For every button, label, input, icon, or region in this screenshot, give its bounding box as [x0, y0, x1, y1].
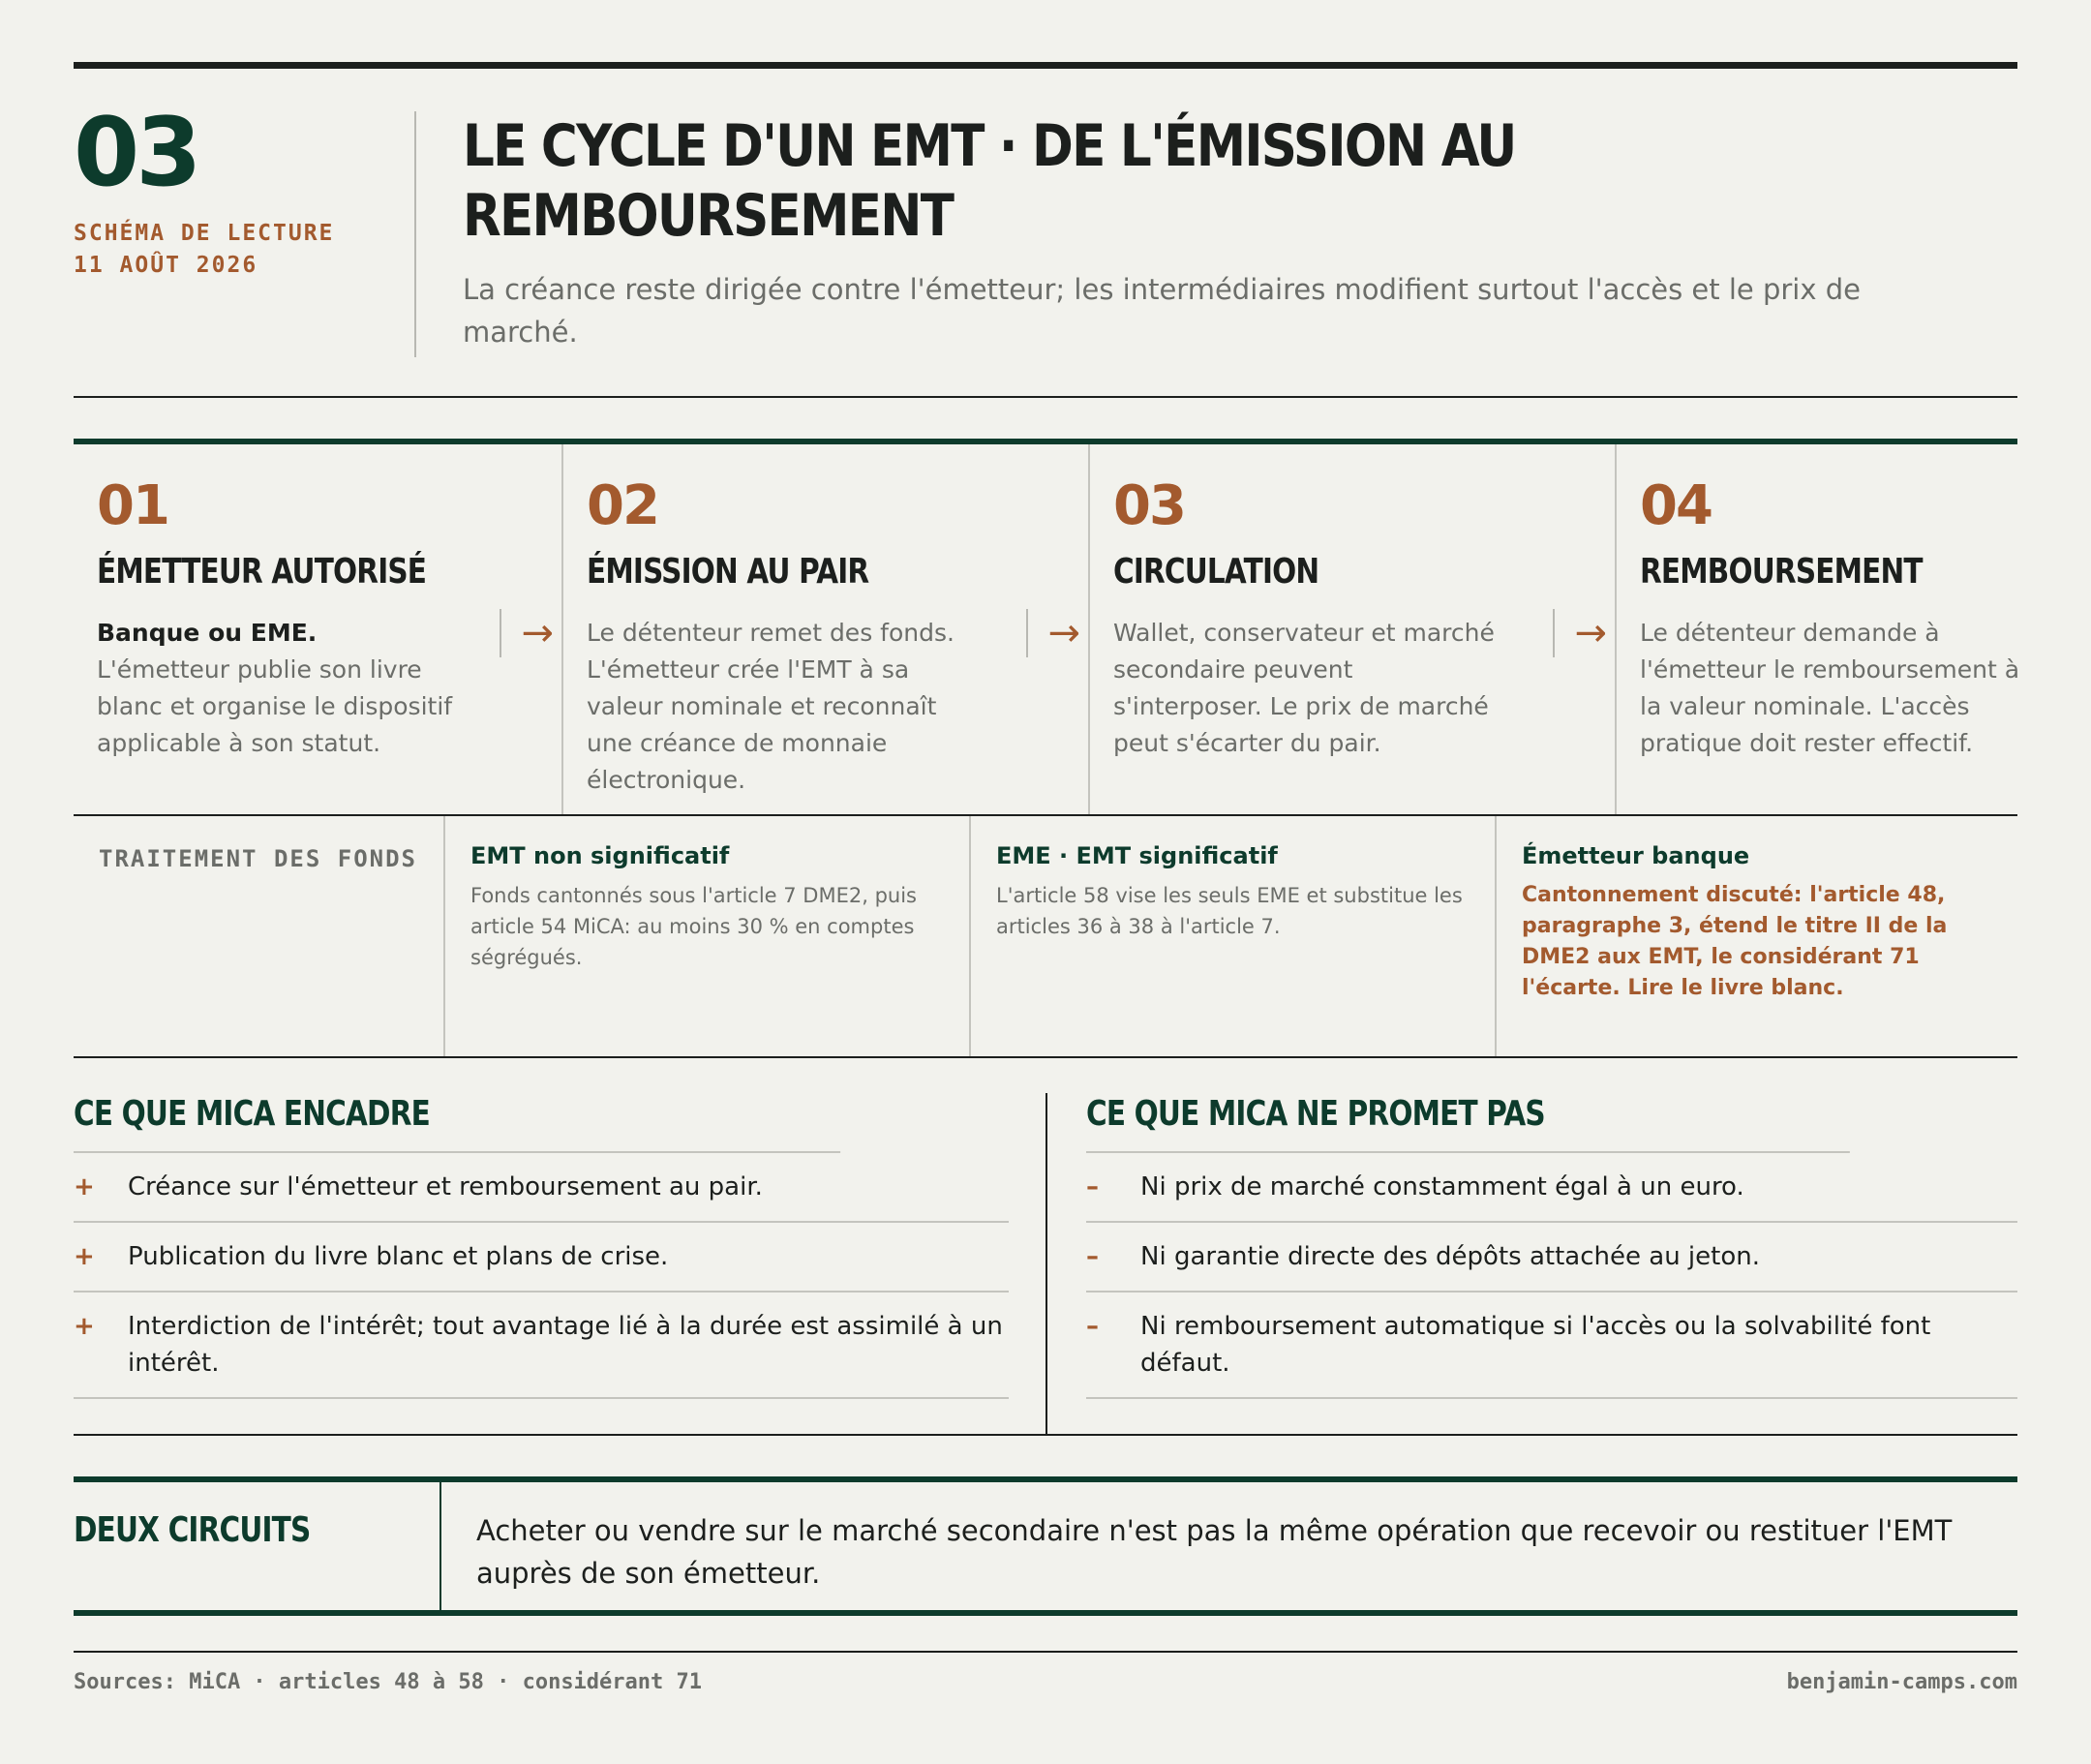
step-number: 04 [1640, 474, 1712, 537]
list-item [74, 1223, 1009, 1293]
section-number: 03 [74, 98, 198, 208]
step-body: Le détenteur demande à l'émetteur le remboursement à la valeur nominale. L'accès pratique doit rester effectif. [1640, 619, 2020, 757]
step-arrow [1553, 609, 1621, 657]
minus-icon: – [1086, 1242, 1099, 1271]
fund-emt-non-significatif [443, 816, 969, 1056]
minus-icon: – [1086, 1312, 1099, 1341]
list-item [1086, 1153, 2017, 1223]
page-title: LE CYCLE D'UN EMT · DE L'ÉMISSION AU REMBOURSEMENT [463, 112, 1516, 250]
page [74, 62, 2020, 1694]
step-number: 02 [587, 474, 658, 537]
step-lead: Banque ou EME. [97, 619, 318, 647]
plus-icon: + [74, 1172, 95, 1201]
arrow-right-icon: → [521, 611, 554, 655]
mica-ne-promet-pas [1086, 1058, 2017, 1434]
plus-icon: + [74, 1242, 95, 1271]
kicker [74, 218, 416, 282]
fund-body: Fonds cantonnés sous l'article 7 DME2, puis article 54 MiCA: au moins 30 % en comptes ségrégués. [470, 884, 917, 969]
step-arrow [1026, 609, 1094, 657]
cycle-steps [74, 439, 2020, 816]
list-item [74, 1153, 1009, 1223]
list-item-text: Publication du livre blanc et plans de crise. [128, 1242, 669, 1271]
arrow-right-icon: → [1574, 611, 1607, 655]
list-item-text: Ni remboursement automatique si l'accès ou la solvabilité font défaut. [1140, 1312, 1931, 1378]
circuits-label [74, 1482, 441, 1610]
circuits-label-text: DEUX CIRCUITS [74, 1510, 311, 1550]
column-divider [1046, 1093, 1047, 1434]
step-body: Wallet, conservateur et marché secondaire peuvent s'interposer. Le prix de marché peut s'écarter du pair. [1113, 619, 1495, 757]
column-title: CE QUE MICA NE PROMET PAS [1086, 1093, 1850, 1153]
step-remboursement [1615, 444, 2020, 814]
step-emetteur [74, 444, 561, 814]
fund-eme-significatif [969, 816, 1495, 1056]
step-title: REMBOURSEMENT [1640, 552, 1923, 592]
plus-icon: + [74, 1312, 95, 1341]
fund-body: L'article 58 vise les seuls EME et substitue les articles 36 à 38 à l'article 7. [996, 884, 1463, 938]
fund-title: EME · EMT significatif [996, 842, 1278, 869]
fund-title: EMT non significatif [470, 842, 730, 869]
list-item-text: Ni prix de marché constamment égal à un euro. [1140, 1172, 1744, 1201]
minus-icon: – [1086, 1172, 1099, 1201]
top-rule [74, 62, 2017, 69]
list-item-text: Interdiction de l'intérêt; tout avantage lié à la durée est assimilé à un intérêt. [128, 1312, 1003, 1378]
footer [74, 1651, 2017, 1694]
step-body: L'émetteur publie son livre blanc et organise le dispositif applicable à son statut. [97, 655, 453, 757]
column-title: CE QUE MICA ENCADRE [74, 1093, 840, 1153]
step-body: Le détenteur remet des fonds. L'émetteur crée l'EMT à sa valeur nominale et reconnaît une créance de monnaie électronique. [587, 619, 955, 794]
fund-body: Cantonnement discuté: l'article 48, paragraphe 3, étend le titre II de la DME2 aux EMT, le considérant 71 l'écarte. Lire le livre blanc. [1522, 883, 1948, 1000]
header [74, 69, 2017, 398]
header-divider [414, 111, 416, 357]
step-title: ÉMETTEUR AUTORISÉ [97, 552, 427, 592]
circuits-text: Acheter ou vendre sur le marché secondaire n'est pas la même opération que recevoir ou restituer l'EMT auprès de son émetteur. [476, 1514, 1953, 1590]
header-meta [74, 69, 416, 396]
page-subtitle: La créance reste dirigée contre l'émetteur; les intermédiaires modifient surtout l'accès et le prix de marché. [463, 273, 1861, 349]
fund-title: Émetteur banque [1522, 842, 1750, 869]
mica-encadre [74, 1058, 1009, 1434]
header-main [416, 69, 2017, 396]
kicker-date: 11 AOÛT 2026 [74, 253, 258, 278]
fund-emetteur-banque [1495, 816, 2017, 1056]
funds-treatment [74, 816, 2017, 1058]
list-item [1086, 1223, 2017, 1293]
step-title: CIRCULATION [1113, 552, 1319, 592]
list-item [1086, 1293, 2017, 1399]
step-title: ÉMISSION AU PAIR [587, 552, 869, 592]
kicker-label: SCHÉMA DE LECTURE [74, 221, 335, 246]
list-item-text: Ni garantie directe des dépôts attachée au jeton. [1140, 1242, 1760, 1271]
footer-sources: Sources: MiCA · articles 48 à 58 · considérant 71 [74, 1670, 703, 1694]
step-arrow [500, 609, 567, 657]
list-item [74, 1293, 1009, 1399]
mica-comparison [74, 1058, 2017, 1436]
list-item-text: Créance sur l'émetteur et remboursement au pair. [128, 1172, 763, 1201]
step-emission [561, 444, 1088, 814]
arrow-right-icon: → [1047, 611, 1080, 655]
step-circulation [1088, 444, 1615, 814]
step-number: 01 [97, 474, 168, 537]
step-number: 03 [1113, 474, 1185, 537]
deux-circuits [74, 1476, 2017, 1616]
funds-label: TRAITEMENT DES FONDS [99, 845, 417, 872]
footer-site: benjamin-camps.com [1786, 1670, 2017, 1694]
